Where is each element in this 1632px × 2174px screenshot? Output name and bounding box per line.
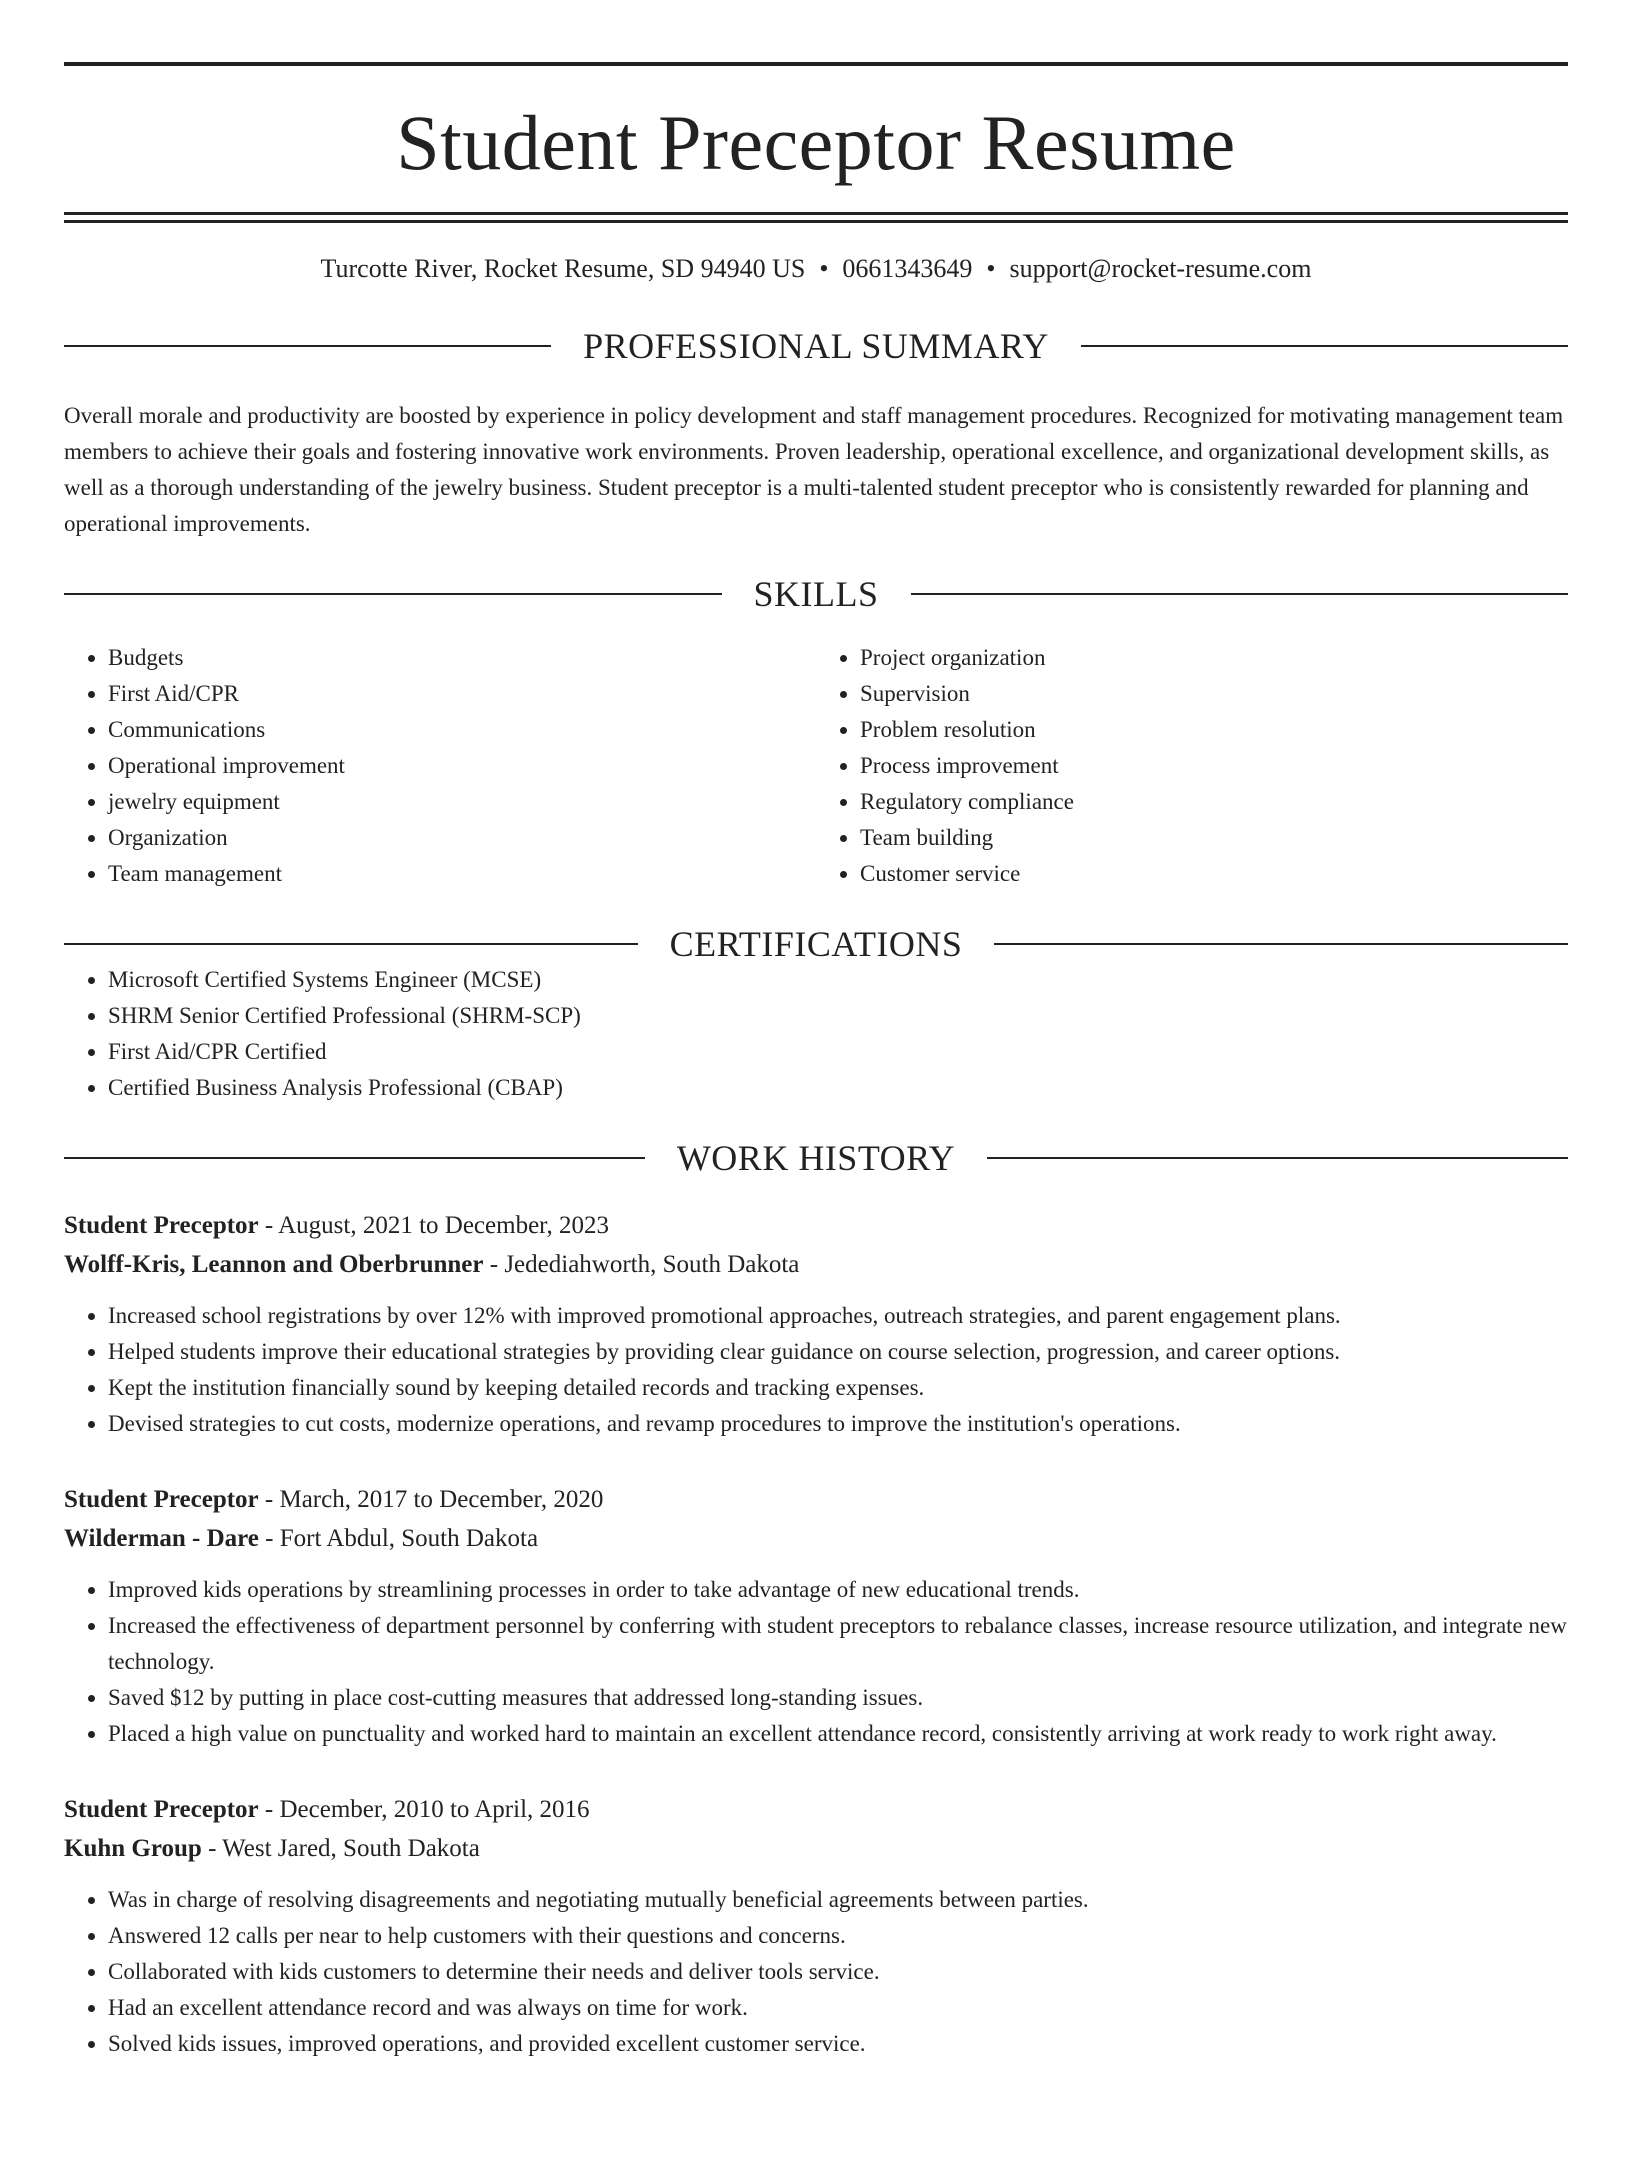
job-bullet: • Improved kids operations by streamlining processes in order to take advantage of new educational trends. — [108, 1572, 1568, 1608]
contact-separator: • — [986, 253, 996, 283]
job-entry — [64, 1480, 1568, 1752]
job-entry — [64, 1206, 1568, 1442]
section-heading-certifications — [64, 923, 1568, 964]
job-bullet: • Collaborated with kids customers to determine their needs and deliver tools service. — [108, 1954, 1568, 1990]
section-label: CERTIFICATIONS — [669, 923, 963, 964]
heading-rule — [987, 1157, 1568, 1159]
skill-item: • Team building — [860, 820, 1568, 856]
section-heading-work — [64, 1137, 1568, 1178]
job-company: Wolff-Kris, Leannon and Oberbrunner — [64, 1250, 484, 1278]
contact-phone[interactable]: 0661343649 — [842, 253, 973, 283]
certification-item: • First Aid/CPR Certified — [108, 1034, 1568, 1070]
job-bullet: • Placed a high value on punctuality and worked hard to maintain an excellent attendance record, consistently arriving at work ready to work right away. — [108, 1716, 1568, 1752]
job-bullets — [64, 1572, 1568, 1752]
skills-list-right — [816, 640, 1568, 892]
certification-item: • Certified Business Analysis Professional (CBAP) — [108, 1070, 1568, 1106]
job-bullet: • Helped students improve their educational strategies by providing clear guidance on course selection, progression, and career options. — [108, 1334, 1568, 1370]
heading-rule — [64, 593, 722, 595]
skill-item: • Regulatory compliance — [860, 784, 1568, 820]
job-bullet: • Kept the institution financially sound by keeping detailed records and tracking expenses. — [108, 1370, 1568, 1406]
summary-paragraph: Overall morale and productivity are boosted by experience in policy development and staff management procedures. Recognized for motivating management team members to achieve their goals and fostering innovative work environments. Proven leadership, operational excellence, and organizational development skills, as well as a thorough understanding of the jewelry business. Student preceptor is a multi-talented student preceptor who is consistently rewarded for planning and operational improvements. — [64, 402, 1564, 536]
skill-item: • Team management — [108, 856, 816, 892]
skill-item: • Problem resolution — [860, 712, 1568, 748]
job-entry — [64, 1790, 1568, 2062]
heading-rule — [64, 1157, 645, 1159]
skill-item: • Supervision — [860, 676, 1568, 712]
heading-rule — [64, 345, 551, 347]
job-role-line — [64, 1790, 1568, 1829]
top-rule — [64, 62, 1568, 66]
job-bullet: • Solved kids issues, improved operations, and provided excellent customer service. — [108, 2026, 1568, 2062]
section-label: SKILLS — [753, 573, 879, 614]
job-bullet: • Was in charge of resolving disagreements and negotiating mutually beneficial agreements between parties. — [108, 1882, 1568, 1918]
contact-line — [64, 253, 1568, 284]
job-bullet: • Saved $12 by putting in place cost-cutting measures that addressed long-standing issues. — [108, 1680, 1568, 1716]
skill-item: • First Aid/CPR — [108, 676, 816, 712]
heading-rule — [911, 593, 1569, 595]
job-dates: - March, 2017 to December, 2020 — [258, 1485, 604, 1513]
skill-item: • Customer service — [860, 856, 1568, 892]
job-bullet: • Devised strategies to cut costs, modernize operations, and revamp procedures to improve the institution's operations. — [108, 1406, 1568, 1442]
skills-columns — [64, 640, 1568, 892]
section-heading-summary — [64, 325, 1568, 366]
section-label: PROFESSIONAL SUMMARY — [583, 325, 1049, 366]
job-dates: - December, 2010 to April, 2016 — [258, 1795, 590, 1823]
job-role: Student Preceptor — [64, 1795, 259, 1823]
contact-separator: • — [819, 253, 829, 283]
resume-title: Student Preceptor Resume — [396, 99, 1236, 186]
job-location: - West Jared, South Dakota — [201, 1834, 480, 1862]
section-label: WORK HISTORY — [676, 1137, 956, 1178]
job-company: Kuhn Group — [64, 1834, 202, 1862]
job-company-line — [64, 1829, 1568, 1868]
skill-item: • Organization — [108, 820, 816, 856]
job-bullet: • Had an excellent attendance record and was always on time for work. — [108, 1990, 1568, 2026]
job-company: Wilderman - Dare — [64, 1524, 259, 1552]
job-bullet: • Increased school registrations by over 12% with improved promotional approaches, outreach strategies, and parent engagement plans. — [108, 1298, 1568, 1334]
skill-item: • Process improvement — [860, 748, 1568, 784]
title-double-rule — [64, 212, 1568, 223]
job-role: Student Preceptor — [64, 1485, 259, 1513]
job-bullets — [64, 1298, 1568, 1442]
job-location: - Fort Abdul, South Dakota — [258, 1524, 539, 1552]
job-role-line — [64, 1480, 1568, 1519]
job-dates: - August, 2021 to December, 2023 — [258, 1211, 609, 1239]
skill-item: • jewelry equipment — [108, 784, 816, 820]
job-company-line — [64, 1519, 1568, 1558]
certifications-list — [64, 962, 1568, 1106]
skill-item: • Budgets — [108, 640, 816, 676]
certification-item: • Microsoft Certified Systems Engineer (MCSE) — [108, 962, 1568, 998]
job-role-line — [64, 1206, 1568, 1245]
skill-item: • Communications — [108, 712, 816, 748]
job-bullet: • Increased the effectiveness of department personnel by conferring with student preceptors to rebalance classes, increase resource utilization, and integrate new technology. — [108, 1608, 1568, 1680]
contact-email[interactable]: support@rocket-resume.com — [1009, 253, 1312, 283]
job-bullets — [64, 1882, 1568, 2062]
section-heading-skills — [64, 573, 1568, 614]
skill-item: • Operational improvement — [108, 748, 816, 784]
contact-address: Turcotte River, Rocket Resume, SD 94940 US — [320, 253, 806, 283]
job-role: Student Preceptor — [64, 1211, 259, 1239]
job-company-line — [64, 1245, 1568, 1284]
work-history-list — [64, 1206, 1568, 2062]
heading-rule — [64, 943, 638, 945]
certification-item: • SHRM Senior Certified Professional (SHRM-SCP) — [108, 998, 1568, 1034]
heading-rule — [994, 943, 1568, 945]
job-bullet: • Answered 12 calls per near to help customers with their questions and concerns. — [108, 1918, 1568, 1954]
skill-item: • Project organization — [860, 640, 1568, 676]
heading-rule — [1081, 345, 1568, 347]
skills-list-left — [64, 640, 816, 892]
resume-page — [0, 62, 1632, 2174]
job-location: - Jedediahworth, South Dakota — [483, 1250, 800, 1278]
